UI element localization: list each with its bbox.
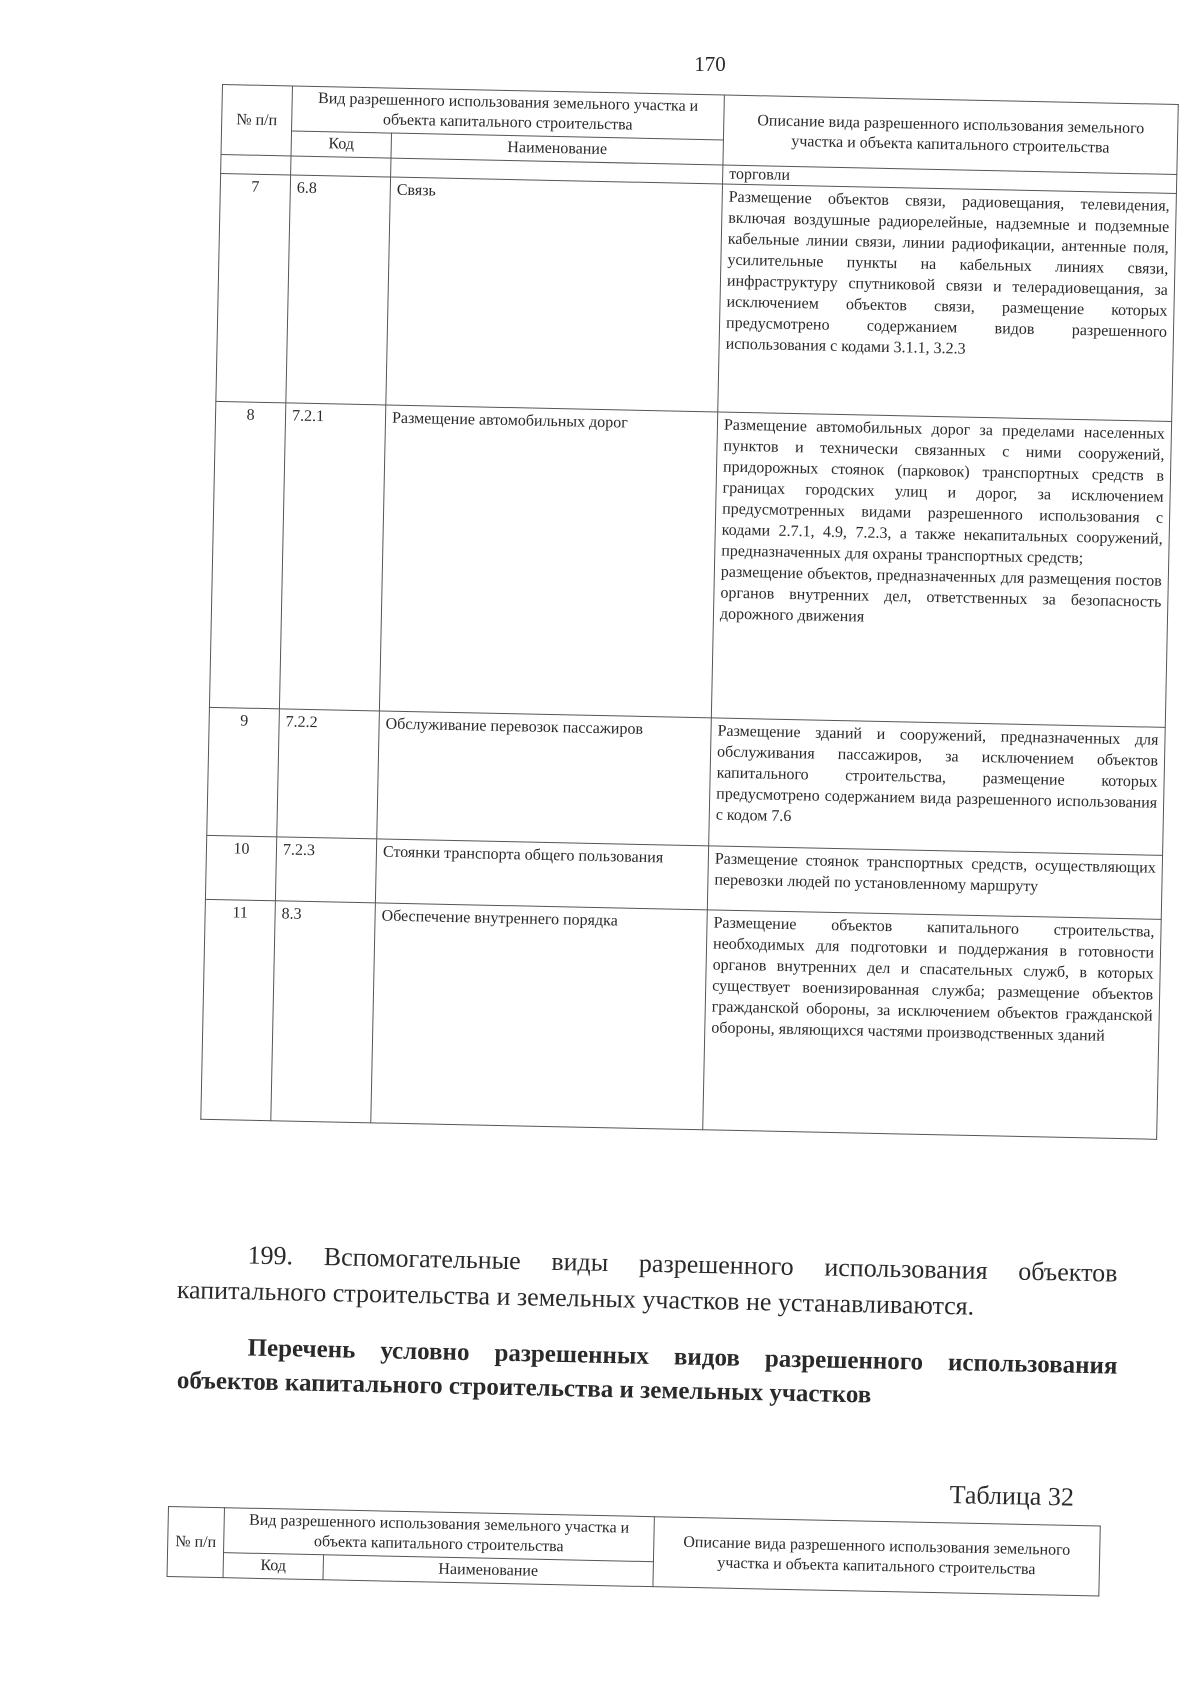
header-group: Вид разрешенного использования земельного участка и объекта капитального строительства <box>292 86 725 140</box>
header-group: Вид разрешенного использования земельного участка и объекта капитального строительства <box>224 1508 655 1562</box>
main-table-wrapper <box>200 84 1177 1140</box>
cell-name: Связь <box>386 177 723 412</box>
cell-continued-text: торговли <box>723 165 1177 194</box>
header-name: Наименование <box>323 1555 653 1587</box>
cell-name: Обеспечение внутреннего порядка <box>371 903 708 1130</box>
cell-description: Размещение объектов капитального строительства, необходимых для подготовки и поддержания в готовности органов внутренних дел и спасательных служб, в которых существует военизированная служба; размещение объектов гражданской обороны, за исключением объектов гражданской обороны, являющихся частями производственных зданий <box>703 910 1162 1139</box>
cell-code: 7.2.3 <box>275 837 376 903</box>
cell-code: 8.3 <box>271 901 376 1123</box>
table-row <box>207 707 1165 855</box>
cell-name: Обслуживание перевозок пассажиров <box>377 711 712 846</box>
table-row <box>201 899 1161 1139</box>
land-use-table <box>200 84 1178 1140</box>
header-description: Описание вида разрешенного использования земельного участка и объекта капитального строительства <box>653 1517 1100 1596</box>
cell-code: 7.2.1 <box>279 403 385 711</box>
description-part: размещение объектов, предназначенных для размещения постов органов внутренних дел, ответственных за безопасность дорожного движения <box>719 563 1162 626</box>
header-number: № п/п <box>167 1507 224 1578</box>
cell-number: 11 <box>201 899 276 1120</box>
cell-code: 7.2.2 <box>277 709 380 839</box>
paragraph-199: 199. Вспомогательные виды разрешенного использования объектов капитального строительства и земельных участков не устанавливаются. <box>176 1240 1118 1321</box>
table-row <box>209 401 1171 727</box>
cell-description: Размещение стоянок транспортных средств, осуществляющих перевозки людей по установленному маршруту <box>707 846 1162 919</box>
cell-description <box>711 412 1171 727</box>
cell-description: Размещение зданий и сооружений, предназначенных для обслуживания пассажиров, за исключением объектов капитального строительства, размещение которых предусмотрено содержанием вида разрешенного использования с кодом 7.6 <box>709 718 1166 855</box>
header-description: Описание вида разрешенного использования земельного участка и объекта капитального строительства <box>723 95 1178 174</box>
header-name: Наименование <box>391 133 723 165</box>
cell-description: Размещение объектов связи, радиовещания, телевидения, включая воздушные радиорелейные, надземные и подземные кабельные линии связи, линии радиофикации, антенные поля, усилительные пункты на кабельных линиях связи, инфраструктуру спутниковой связи и телерадиовещания, за исключением объектов связи, размещение которых предусмотрено содержанием видов разрешенного использования с кодами 3.1.1, 3.2.3 <box>718 184 1177 421</box>
table-caption: Таблица 32 <box>949 1480 1075 1512</box>
table-32-header <box>167 1506 1101 1597</box>
cell-number: 8 <box>209 401 285 708</box>
section-heading: Перечень условно разрешенных видов разрешенного использования объектов капитального строительства и земельных участков <box>176 1334 1118 1409</box>
cell-empty <box>221 154 291 174</box>
cell-number: 7 <box>216 173 291 402</box>
description-part: Размещение автомобильных дорог за пределами населенных пунктов и технически связанных с ними сооружений, придорожных стоянок (парковок) транспортных средств в границах городских улиц и дорог, за исключением предусмотренных видами разрешенного использования с кодами 2.7.1, 4.9, 7.2.3, а также некапитальных сооружений, предназначенных для охраны транспортных средств; <box>721 416 1166 568</box>
table-row <box>216 173 1177 421</box>
header-code: Код <box>223 1553 324 1580</box>
header-number: № п/п <box>221 85 292 156</box>
cell-number: 10 <box>205 835 276 900</box>
page-number: 170 <box>694 52 726 76</box>
cell-name: Размещение автомобильных дорог <box>379 405 717 718</box>
cell-code: 6.8 <box>286 175 391 405</box>
cell-number: 9 <box>207 707 280 836</box>
cell-empty <box>291 156 391 177</box>
header-code: Код <box>291 131 392 158</box>
table-32-wrapper <box>167 1506 1100 1597</box>
cell-name: Стоянки транспорта общего пользования <box>375 839 708 910</box>
